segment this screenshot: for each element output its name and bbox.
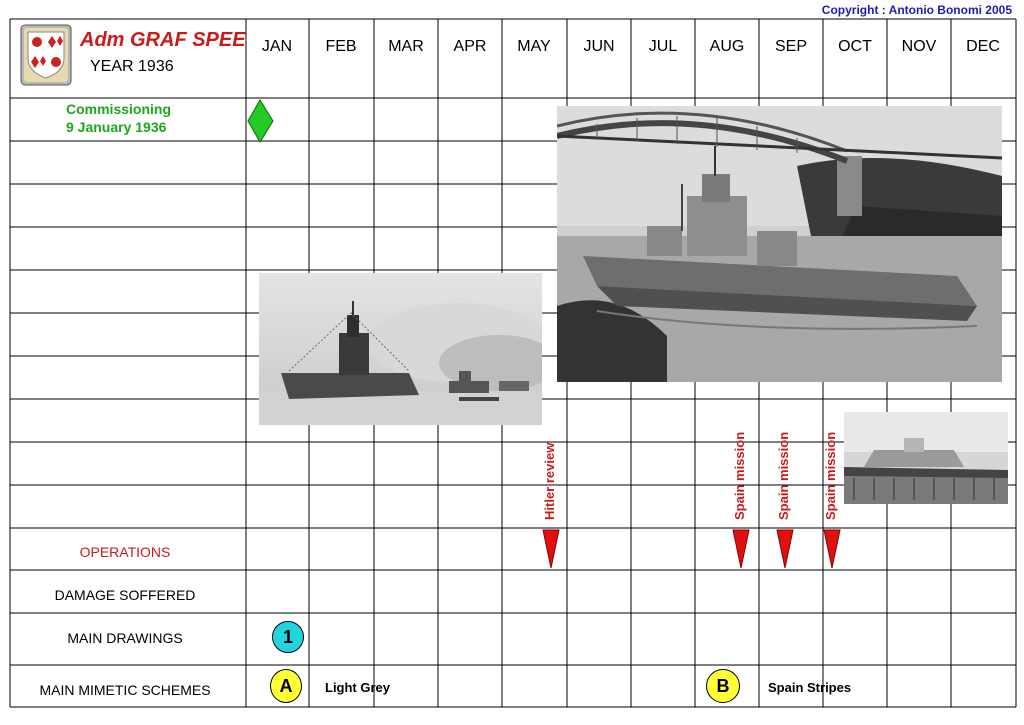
commissioning-label: Commissioning <box>66 101 172 117</box>
month-feb: FEB <box>325 38 357 55</box>
year-label: YEAR 1936 <box>90 58 174 75</box>
ship-photo-review <box>259 273 542 425</box>
event-spain-mission-oct: Spain mission <box>823 431 838 520</box>
event-spain-mission-aug: Spain mission <box>732 431 747 520</box>
commissioning-date: 9 January 1936 <box>66 119 167 135</box>
operation-marker-aug <box>732 529 750 569</box>
month-jul: JUL <box>648 38 678 55</box>
row-label-damage: DAMAGE SOFFERED <box>54 587 196 603</box>
month-nov: NOV <box>901 38 937 55</box>
coat-of-arms-logo <box>20 24 72 86</box>
month-apr: APR <box>453 38 487 55</box>
copyright-text: Copyright : Antonio Bonomi 2005 <box>821 3 1012 17</box>
row-label-operations: OPERATIONS <box>79 544 171 560</box>
month-aug: AUG <box>709 38 745 55</box>
scheme-b-name: Spain Stripes <box>768 680 852 695</box>
scheme-a-name: Light Grey <box>325 680 391 695</box>
operation-marker-may <box>542 529 560 569</box>
drawing-badge-1[interactable]: 1 <box>272 621 304 653</box>
row-label-drawings: MAIN DRAWINGS <box>67 630 183 646</box>
row-label-schemes: MAIN MIMETIC SCHEMES <box>39 682 211 698</box>
month-dec: DEC <box>966 38 1000 55</box>
month-mar: MAR <box>388 38 424 55</box>
commissioning-diamond-icon <box>247 99 275 143</box>
month-may: MAY <box>517 38 551 55</box>
month-oct: OCT <box>838 38 872 55</box>
month-sep: SEP <box>774 38 807 55</box>
event-hitler-review: Hitler review <box>542 442 557 520</box>
month-jun: JUN <box>583 38 615 55</box>
scheme-badge-a[interactable]: A <box>270 669 302 703</box>
operation-marker-oct <box>823 529 841 569</box>
ship-photo-bridge <box>557 106 1002 382</box>
scheme-badge-b[interactable]: B <box>706 669 740 703</box>
ship-title: Adm GRAF SPEE <box>80 29 246 51</box>
operation-marker-sep <box>776 529 794 569</box>
event-spain-mission-sep: Spain mission <box>776 431 791 520</box>
month-jan: JAN <box>261 38 293 55</box>
ship-photo-spain <box>844 412 1008 504</box>
